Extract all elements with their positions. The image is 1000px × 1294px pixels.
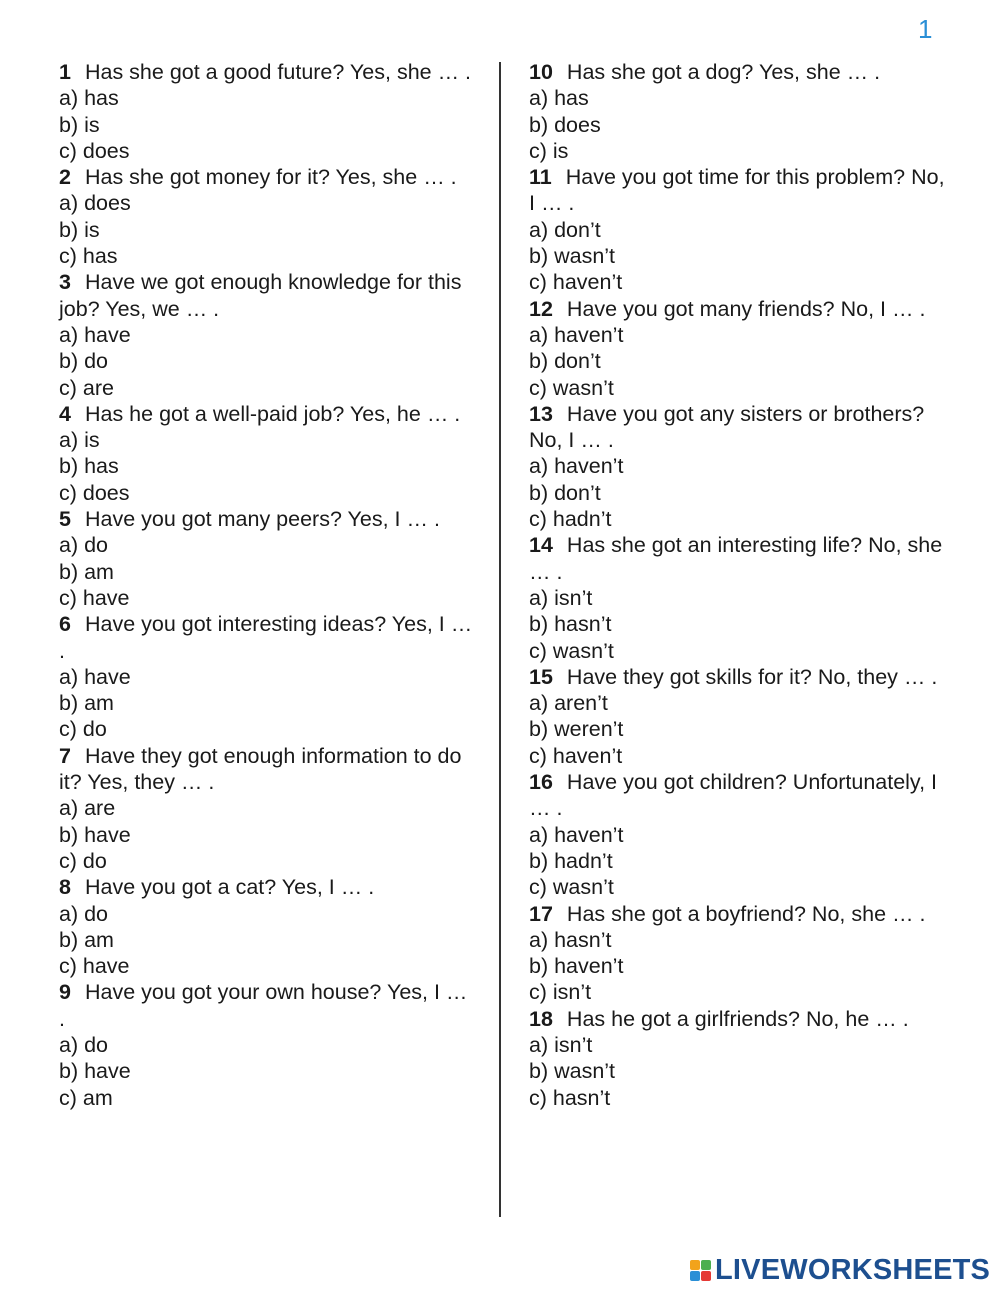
question-number: 10 [529, 60, 553, 84]
answer-option[interactable]: b) am [59, 691, 114, 716]
right-question-column [529, 59, 949, 1111]
question-text [59, 506, 479, 532]
answer-option[interactable]: a) have [59, 322, 131, 347]
question-prompt: Have we got enough knowledge for this job? Yes, we … . [59, 270, 462, 321]
question-prompt: Has she got money for it? Yes, she … . [84, 165, 457, 190]
answer-option[interactable]: b) don’t [529, 480, 601, 505]
answer-option[interactable]: c) has [59, 244, 118, 269]
answer-option[interactable]: b) is [59, 217, 100, 242]
question-block [59, 979, 479, 1110]
question-number: 16 [529, 770, 553, 795]
answer-option[interactable]: c) haven’t [529, 743, 623, 768]
answer-option[interactable]: c) wasn’t [529, 375, 614, 400]
answer-option[interactable]: c) are [59, 375, 114, 400]
question-number: 15 [529, 664, 553, 689]
question-prompt: Have you got any sisters or brothers? No, I … . [529, 401, 925, 453]
answer-option[interactable]: a) has [529, 86, 589, 111]
question-block [59, 164, 479, 269]
question-text [59, 611, 479, 664]
question-number: 7 [59, 743, 71, 768]
question-text [529, 401, 949, 454]
question-prompt: Have they got skills for it? No, they … . [566, 664, 938, 689]
answer-option[interactable]: a) aren’t [529, 691, 608, 716]
answer-option[interactable]: c) does [59, 480, 130, 505]
question-number: 3 [59, 270, 71, 295]
question-number: 4 [59, 401, 71, 426]
question-prompt: Has she got a good future? Yes, she … . [84, 60, 472, 84]
question-number: 8 [59, 875, 71, 900]
answer-option[interactable]: a) is [59, 428, 100, 453]
question-block [59, 611, 479, 742]
answer-option[interactable]: c) haven’t [529, 270, 623, 295]
question-text [529, 164, 949, 217]
answer-option[interactable]: c) hasn’t [529, 1085, 611, 1110]
question-text [59, 979, 479, 1032]
answer-option[interactable]: b) is [59, 112, 100, 137]
question-block [529, 769, 949, 900]
question-prompt: Has she got an interesting life? No, she … . [529, 533, 943, 584]
answer-option[interactable]: a) isn’t [529, 1032, 593, 1057]
answer-option[interactable]: c) have [59, 585, 130, 610]
answer-option[interactable]: a) does [59, 191, 131, 216]
question-number: 12 [529, 296, 553, 321]
left-question-column [59, 59, 479, 1111]
question-number: 11 [529, 165, 552, 190]
question-text [59, 164, 479, 190]
answer-option[interactable]: c) wasn’t [529, 875, 614, 900]
question-block [529, 296, 949, 401]
answer-option[interactable]: a) hasn’t [529, 927, 612, 952]
question-prompt: Has he got a well-paid job? Yes, he … . [84, 401, 461, 426]
question-text [59, 401, 479, 427]
question-prompt: Have you got your own house? Yes, I … . [59, 980, 468, 1031]
answer-option[interactable]: b) hasn’t [529, 612, 612, 637]
answer-option[interactable]: a) have [59, 664, 131, 689]
question-text [529, 1006, 949, 1032]
question-block [529, 901, 949, 1006]
question-prompt: Has she got a dog? Yes, she … . [566, 60, 881, 84]
answer-option[interactable]: c) have [59, 954, 130, 979]
question-block [529, 664, 949, 769]
question-block [529, 1006, 949, 1111]
question-prompt: Have they got enough information to do it? Yes, they … . [59, 743, 462, 795]
answer-option[interactable]: b) have [59, 1059, 131, 1084]
answer-option[interactable]: b) am [59, 559, 114, 584]
question-number: 14 [529, 533, 553, 558]
question-text [59, 59, 479, 85]
answer-option[interactable]: a) haven’t [529, 822, 624, 847]
question-block [59, 506, 479, 611]
question-text [59, 743, 479, 796]
question-prompt: Have you got interesting ideas? Yes, I … . [59, 612, 473, 663]
question-text [529, 769, 949, 822]
answer-option[interactable]: b) am [59, 927, 114, 952]
answer-option[interactable]: b) does [529, 112, 601, 137]
page-number: 1 [918, 14, 933, 44]
answer-option[interactable]: a) do [59, 1032, 109, 1057]
question-text [529, 664, 949, 690]
answer-option[interactable]: c) wasn’t [529, 638, 614, 663]
answer-option[interactable]: c) am [59, 1085, 113, 1110]
answer-option[interactable]: b) has [59, 454, 119, 479]
question-prompt: Have you got a cat? Yes, I … . [84, 875, 375, 900]
question-number: 5 [59, 507, 71, 532]
answer-option[interactable]: a) don’t [529, 217, 601, 242]
answer-option[interactable]: b) don’t [529, 349, 601, 374]
question-number: 1 [59, 60, 71, 84]
question-number: 13 [529, 401, 553, 426]
answer-option[interactable]: c) isn’t [529, 980, 592, 1005]
question-block [59, 59, 479, 164]
answer-option[interactable]: c) do [59, 717, 107, 742]
question-block [529, 532, 949, 663]
answer-option[interactable]: c) hadn’t [529, 507, 612, 532]
question-block [59, 269, 479, 400]
answer-option[interactable]: a) isn’t [529, 585, 593, 610]
question-prompt: Has she got a boyfriend? No, she … . [566, 901, 926, 926]
answer-option[interactable]: a) has [59, 86, 119, 111]
question-text [59, 874, 479, 900]
answer-option[interactable]: b) haven’t [529, 954, 624, 979]
liveworksheets-logo [690, 1253, 990, 1287]
answer-option[interactable]: a) haven’t [529, 322, 624, 347]
question-text [529, 296, 949, 322]
answer-option[interactable]: c) do [59, 848, 107, 873]
question-text [529, 59, 949, 85]
answer-option[interactable]: c) does [59, 138, 130, 163]
answer-option[interactable]: b) weren’t [529, 717, 624, 742]
question-prompt: Have you got many peers? Yes, I … . [84, 507, 440, 532]
answer-option[interactable]: b) have [59, 822, 131, 847]
question-text [529, 532, 949, 585]
question-block [59, 743, 479, 874]
answer-option[interactable]: a) are [59, 796, 116, 821]
question-block [529, 401, 949, 532]
answer-option[interactable]: a) do [59, 901, 109, 926]
question-number: 17 [529, 901, 553, 926]
answer-option[interactable]: a) haven’t [529, 454, 624, 479]
question-block [59, 874, 479, 979]
question-text [59, 269, 479, 322]
question-text [529, 901, 949, 927]
question-prompt: Has he got a girlfriends? No, he … . [566, 1006, 909, 1031]
question-number: 9 [59, 980, 71, 1005]
question-prompt: Have you got children? Unfortunately, I … . [529, 770, 938, 821]
answer-option[interactable]: b) wasn’t [529, 1059, 616, 1084]
answer-option[interactable]: b) hadn’t [529, 848, 613, 873]
question-prompt: Have you got time for this problem? No, I … . [529, 165, 945, 216]
question-number: 6 [59, 612, 71, 637]
question-number: 18 [529, 1006, 553, 1031]
answer-option[interactable]: b) do [59, 349, 109, 374]
question-block [529, 59, 949, 164]
answer-option[interactable]: b) wasn’t [529, 244, 616, 269]
question-block [529, 164, 949, 295]
question-block [59, 401, 479, 506]
logo-text: LIVEWORKSHEETS [715, 1253, 991, 1286]
column-divider [499, 62, 501, 1217]
answer-option[interactable]: c) is [529, 138, 569, 163]
answer-option[interactable]: a) do [59, 533, 109, 558]
question-number: 2 [59, 165, 71, 190]
question-prompt: Have you got many friends? No, I … . [566, 296, 926, 321]
liveworksheets-logo-icon [690, 1260, 711, 1281]
